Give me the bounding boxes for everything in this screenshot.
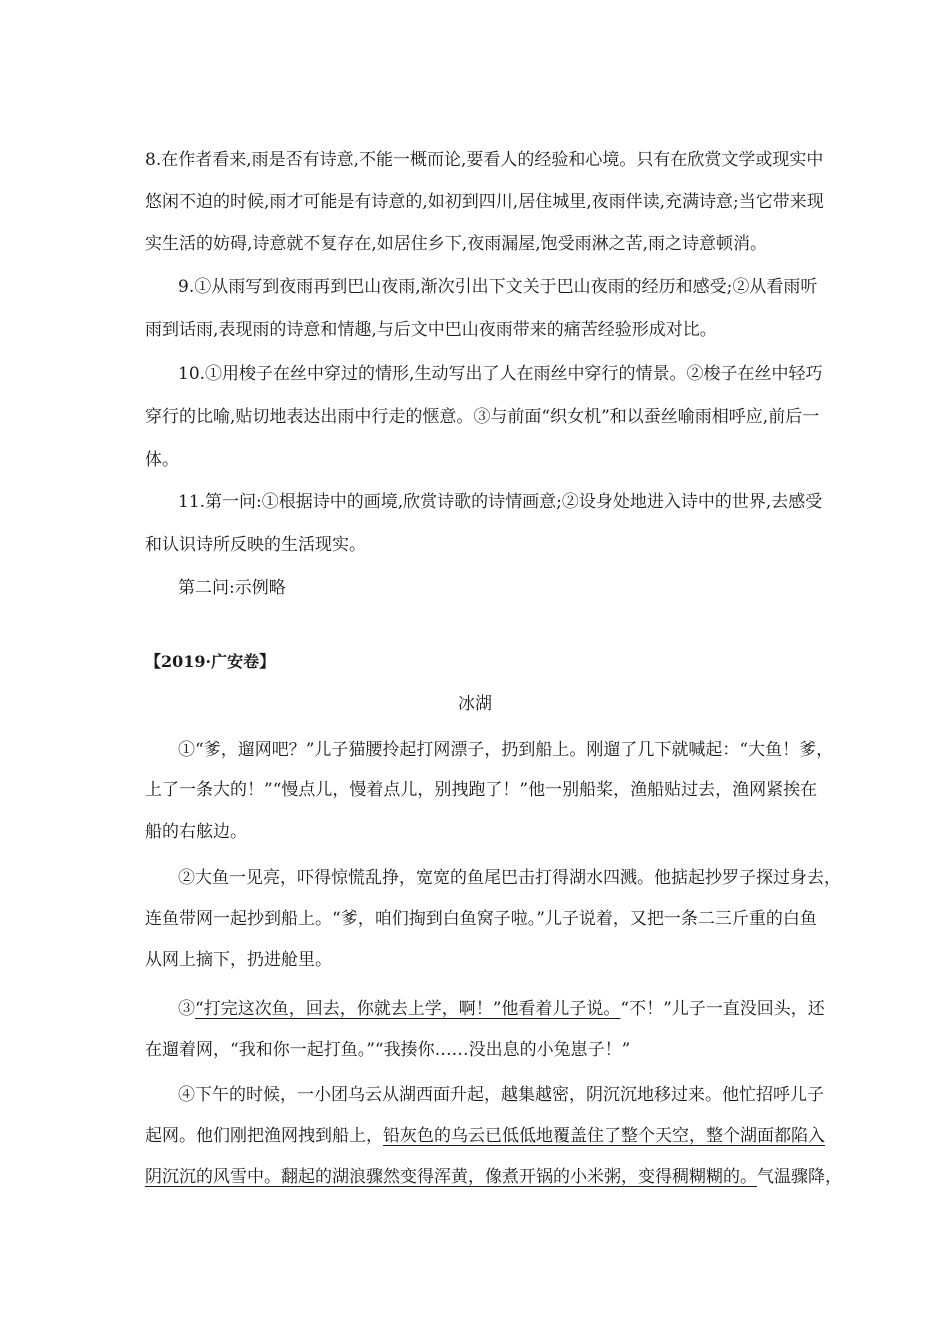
paragraph-1-line-1: ①“爹，遛网吧？”儿子猫腰拎起打网漂子，扔到船上。刚遛了几下就喊起：“大鱼！爹，: [178, 740, 834, 760]
paragraph-4-underlined-b: 阴沉沉的风雪中。翻起的湖浪骤然变得浑黄，像煮开锅的小米粥，变得稠糊糊的。: [145, 1167, 757, 1187]
paragraph-3-underlined-quote: “打完这次鱼，回去，你就去上学，啊！”他看着儿子说。: [195, 999, 621, 1019]
paragraph-4-line-3-rest: 气温骤降，: [757, 1167, 842, 1187]
paragraph-3-line-1: [178, 997, 825, 1021]
answer-11-line-2: 和认识诗所反映的生活现实。: [145, 535, 366, 555]
paragraph-2-line-1: ②大鱼一见亮，吓得惊慌乱挣，宽宽的鱼尾巴击打得湖水四溅。他掂起抄罗子探过身去，: [178, 868, 841, 888]
paragraph-2-line-2: 连鱼带网一起抄到船上。“爹，咱们掏到白鱼窝子啦。”儿子说着，又把一条二三斤重的白鱼: [145, 909, 817, 929]
paragraph-1-line-2: 上了一条大的！”“慢点儿，慢着点儿，别拽跑了！”他一别船桨，渔船贴过去，渔网紧挨在: [145, 780, 818, 800]
answer-8-line-3: 实生活的妨碍,诗意就不复存在,如居住乡下,夜雨漏屋,饱受雨淋之苦,雨之诗意顿消。: [145, 234, 768, 254]
paragraph-1-line-3: 船的右舷边。: [145, 822, 247, 842]
paragraph-4-line-1: ④下午的时候，一小团乌云从湖西面升起，越集越密，阴沉沉地移过来。他忙招呼儿子: [178, 1085, 824, 1105]
section-heading: 【2019·广安卷】: [145, 652, 276, 671]
paragraph-4-underlined-a: 铅灰色的乌云已低低地覆盖住了整个天空，整个湖面都陷入: [383, 1126, 825, 1146]
answer-9-line-2: 雨到话雨,表现雨的诗意和情趣,与后文中巴山夜雨带来的痛苦经验形成对比。: [145, 320, 717, 340]
answer-8-line-2: 悠闲不迫的时候,雨才可能是有诗意的,如初到四川,居住城里,夜雨伴读,充满诗意;当它带来现: [145, 192, 824, 212]
paragraph-4-line-2: [145, 1124, 825, 1148]
paragraph-3-line-2: 在遛着网，“我和你一起打鱼。”“我揍你……没出息的小兔崽子！”: [145, 1040, 631, 1060]
answer-8-line-1: 8.在作者看来,雨是否有诗意,不能一概而论,要看人的经验和心境。只有在欣赏文学或现实中: [145, 150, 824, 170]
paragraph-4-line-2-start: 起网。他们刚把渔网拽到船上，: [145, 1126, 383, 1146]
answer-10-line-3: 体。: [145, 450, 179, 470]
answer-9-line-1: 9.①从雨写到夜雨再到巴山夜雨,渐次引出下文关于巴山夜雨的经历和感受;②从看雨听: [178, 277, 818, 297]
answer-10-line-1: 10.①用梭子在丝中穿过的情形,生动写出了人在雨丝中穿行的情景。②梭子在丝中轻巧: [178, 364, 823, 384]
answer-10-line-2: 穿行的比喻,贴切地表达出雨中行走的惬意。③与前面“织女机”和以蚕丝喻雨相呼应,前后一: [145, 407, 820, 427]
paragraph-3-marker: ③: [178, 999, 195, 1019]
answer-11-line-1: 11.第一问:①根据诗中的画境,欣赏诗歌的诗情画意;②设身处地进入诗中的世界,去感受: [178, 492, 823, 512]
paragraph-2-line-3: 从网上摘下，扔进舱里。: [145, 950, 332, 970]
essay-title: 冰湖: [458, 694, 492, 714]
paragraph-3-line-1-rest: “不！”儿子一直没回头，还: [620, 999, 825, 1019]
answer-11-part-2: 第二问:示例略: [178, 578, 286, 598]
paragraph-4-line-3: [145, 1165, 842, 1189]
